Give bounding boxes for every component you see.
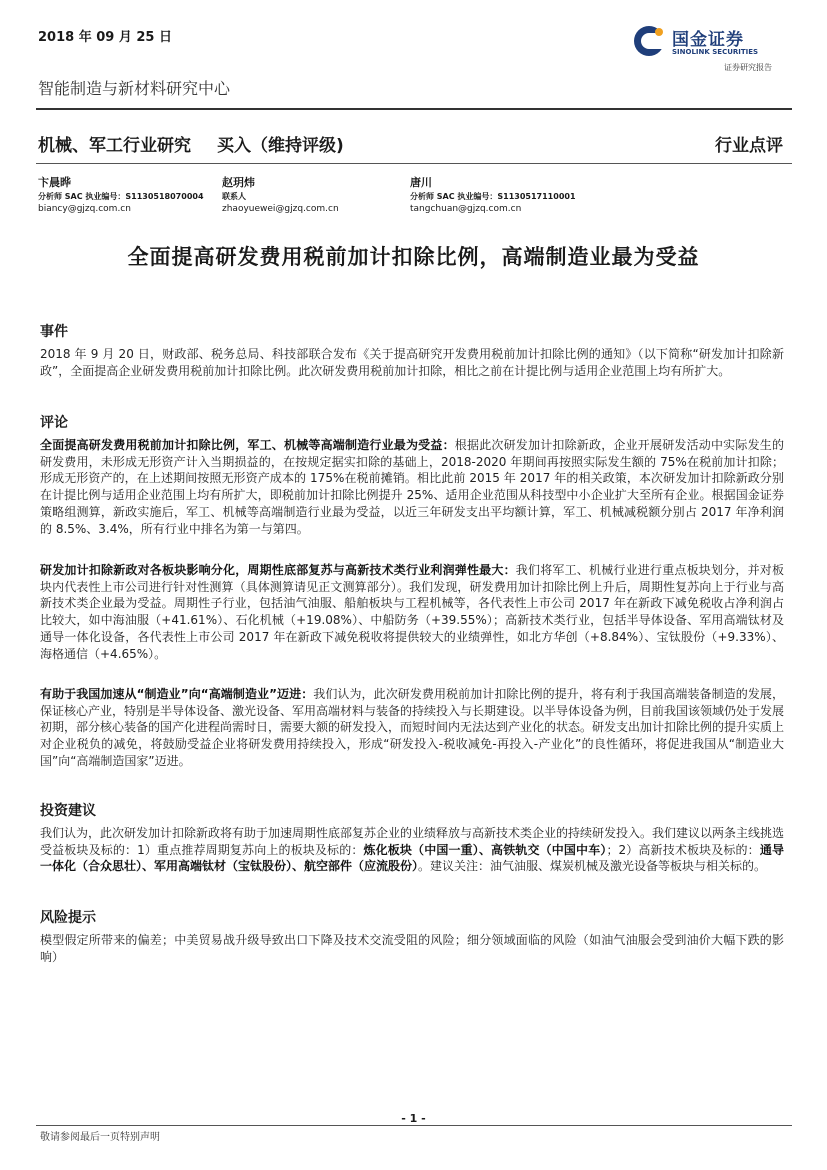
comment-1-lead: 全面提高研发费用税前加计扣除比例，军工、机械等高端制造行业最为受益： [40, 438, 455, 452]
section-heading-event: 事件 [40, 324, 68, 340]
comment-paragraph-3 [40, 686, 784, 770]
comment-3-lead: 有助于我国加速从“制造业”向“高端制造业”迈进： [40, 687, 314, 701]
risk-paragraph: 模型假定所带来的偏差；中美贸易战升级导致出口下降及技术交流受阻的风险；细分领域面临的风险（如油气油服会受到油价大幅下跌的影响） [40, 933, 784, 964]
analyst-name: 唐川 [410, 176, 432, 189]
section-heading-comment: 评论 [40, 415, 68, 431]
comment-3-body: 我们认为，此次研发费用税前加计扣除比例的提升，将有利于我国高端装备制造的发展，保证核心产业，特别是半导体设备、激光设备、军用高端材料与装备的持续投入与长期建设。以半导体设备为例，目前我国该领域仍处于发展初期，部分核心装备的国产化进程尚需时日，需要大额的研发投入，而短时间内无法达到产业化的状态。研发支出加计扣除比例的提升实质上对企业税负的减免，将鼓励受益企业将研发费用持续投入，形成“研发投入-税收减免-再投入-产业化”的良性循环，将促进我国从“制造业大国”向“高端制造国家”迈进。 [40, 687, 785, 768]
sinolink-logo-icon [632, 24, 666, 58]
footer-divider [36, 1125, 792, 1126]
analyst-email[interactable]: tangchuan@gjzq.com.cn [410, 204, 522, 214]
report-type: 行业点评 [715, 136, 783, 156]
page-number: - 1 - [401, 1112, 426, 1125]
rating-label: 买入（维持评级) [217, 136, 344, 156]
comment-1-body: 根据此次研发加计扣除新政，企业开展研发活动中实际发生的研发费用，未形成无形资产计入当期损益的，在按规定据实扣除的基础上，2018-2020 年期间再按照实际发生额的 75%在税前加计扣除；形成无形资产的，在上述期间按照无形资产成本的 175%在税前摊销。相比此前 2015 年 2017 年的相关政策，本次研发加计扣除新政分别在计提比例与适用企业范围上均有所扩大，即税前加计扣除比例提升 25%、适用企业范围从科技型中小企业扩大至所有企业。根据国金证券策略组测算，新政实施后，军工、机械等高端制造行业最为受益，以近三年研发支出平均额计算，军工、机械减税额分别占 2017 年净利润的 8.5%、3.4%，所有行业中排名为第一与第四。 [40, 438, 784, 536]
header-divider [36, 108, 792, 110]
industry-label: 机械、军工行业研究 [38, 136, 191, 156]
advice-text-3: 。建议关注：油气油服、煤炭机械及激光设备等板块与相关标的。 [418, 859, 767, 874]
analyst-card [410, 176, 576, 216]
footer-disclaimer: 敬请参阅最后一页特别声明 [40, 1132, 160, 1143]
analyst-name: 赵玥炜 [222, 176, 255, 189]
event-paragraph: 2018 年 9 月 20 日，财政部、税务总局、科技部联合发布《关于提高研究开发费用税前加计扣除比例的通知》（以下简称“研发加计扣除新政”，全面提高企业研发费用税前加计扣除比例。此次研发费用税前加计扣除，相比之前在计提比例与适用企业范围上均有所扩大。 [40, 347, 784, 378]
analyst-sac: 分析师 SAC 执业编号：S1130517110001 [410, 192, 576, 201]
comment-paragraph-1 [40, 437, 784, 537]
analyst-sac: 分析师 SAC 执业编号：S1130518070004 [38, 192, 204, 201]
comment-2-lead: 研发加计扣除新政对各板块影响分化，周期性底部复苏与高新技术类行业利润弹性最大： [40, 563, 516, 577]
report-date: 2018 年 09 月 25 日 [38, 30, 172, 45]
advice-paragraph [40, 825, 784, 875]
analyst-card [222, 176, 339, 216]
industry-rating-bar [38, 131, 370, 156]
brand-subtitle: 证券研究报告 [724, 63, 772, 72]
report-title: 全面提高研发费用税前加计扣除比例，高端制造业最为受益 [127, 244, 700, 269]
comment-2-body: 我们将军工、机械行业进行重点板块划分，并对板块内代表性上市公司进行针对性测算（具体测算请见正文测算部分）。我们发现，研发费用加计扣除比例上升后，周期性复苏向上于行业与高新技术类企业最为受益。周期性子行业，包括油气油服、船舶板块与工程机械等，各代表性上市公司 2017 年在新政下减免税收占净利润占比较大，如中海油服（+41.61%）、石化机械（+19.08%）、中船防务（+39.55%）；高新技术类行业，包括半导体设备、军用高端钛材及通导一体化设备，各代表性上市公司 2017 年在新政下减免税收将提供较大的业绩弹性，如北方华创（+8.84%）、宝钛股份（+9.33%）、海格通信（+4.65%）。 [40, 563, 784, 661]
comment-paragraph-2 [40, 562, 784, 662]
brand-name-cn: 国金证券 [672, 30, 744, 50]
advice-text-1: 我们认为，此次研发加计扣除新政将有助于加速周期性底部复苏企业的业绩释放与高新技术类企业的持续研发投入。我们建议以两条主线挑选受益板块及标的：1）重点推荐周期复苏向上的板块及标的： [40, 826, 785, 857]
advice-text-2: ；2）高新技术板块及标的： [606, 842, 760, 857]
advice-picks-1: 炼化板块（中国一重）、高铁轨交（中国中车） [363, 842, 607, 857]
company-logo [632, 24, 792, 84]
title-divider [36, 163, 792, 164]
analyst-role: 联系人 [222, 192, 246, 201]
analyst-card [38, 176, 204, 216]
brand-name-en: SINOLINK SECURITIES [672, 48, 759, 56]
analyst-name: 卞晨晔 [38, 176, 71, 189]
analyst-email[interactable]: biancy@gjzq.com.cn [38, 204, 131, 214]
research-center: 智能制造与新材料研究中心 [38, 79, 231, 98]
section-heading-risk: 风险提示 [40, 910, 96, 926]
analyst-email[interactable]: zhaoyuewei@gjzq.com.cn [222, 204, 339, 214]
advice-picks-2: 通导一体化（合众思壮）、军用高端钛材（宝钛股份）、航空部件（应流股份） [40, 842, 784, 874]
section-heading-advice: 投资建议 [40, 803, 96, 819]
